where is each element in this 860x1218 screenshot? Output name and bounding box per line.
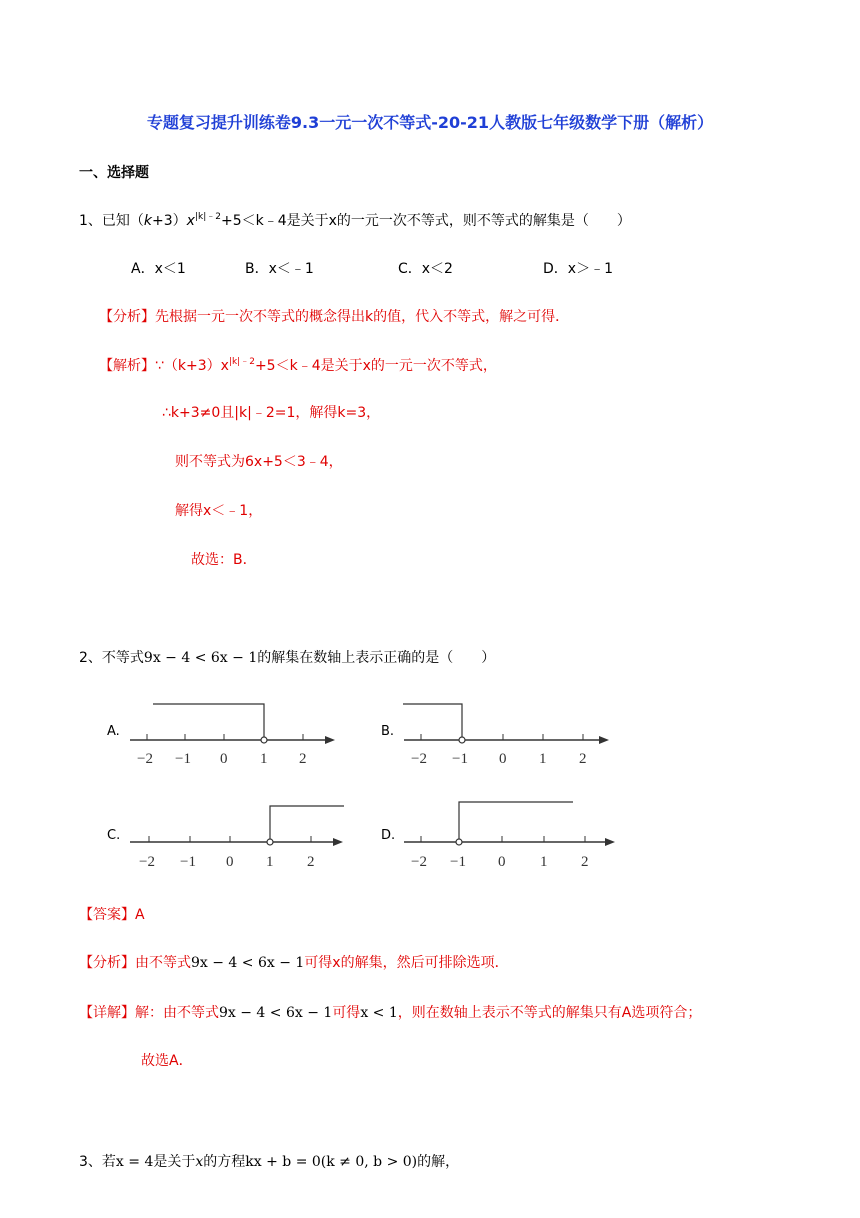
q2-option-b-number-line <box>399 700 614 776</box>
q1-option-a: A．x＜1 <box>131 261 186 277</box>
tick-label: −2 <box>411 751 427 767</box>
tick-label: −1 <box>175 751 191 767</box>
tick-label: −1 <box>180 854 196 870</box>
q2-option-d-number-line <box>399 800 621 876</box>
tick-label: 1 <box>266 854 274 870</box>
q1-solution-line3: 则不等式为6x+5＜3﹣4， <box>175 454 343 470</box>
q1-solution-line5: 故选：B． <box>191 552 257 568</box>
q2-option-d-label: D. <box>381 828 396 843</box>
q2-option-c-label: C. <box>107 828 121 843</box>
tick-label: 2 <box>579 751 587 767</box>
tick-label: −2 <box>137 751 153 767</box>
q2-option-c-number-line <box>125 802 350 878</box>
tick-label: 2 <box>581 854 589 870</box>
tick-label: 0 <box>226 854 234 870</box>
tick-label: 1 <box>540 854 548 870</box>
q2-option-b-label: B. <box>381 724 395 739</box>
q2-answer: 【答案】A <box>79 907 145 923</box>
q1-stem: 1、已知$(k+3)x^{|k|﹣2}+5<k﹣4$是关于x的一元一次不等式，则不等式的解集是（ ） <box>79 212 631 229</box>
tick-label: 1 <box>539 751 547 767</box>
q2-option-a-label: A. <box>107 724 120 739</box>
section-heading: 一、选择题 <box>79 165 149 181</box>
q3-stem: 3、若x = 4是关于x的方程kx + b = 0(k ≠ 0, b > 0)的解， <box>79 1154 460 1170</box>
q1-solution-line4: 解得x＜﹣1， <box>175 503 263 519</box>
document-title: 专题复习提升训练卷9.3一元一次不等式-20-21人教版七年级数学下册（解析） <box>146 113 714 132</box>
tick-label: −1 <box>452 751 468 767</box>
tick-label: −1 <box>450 854 466 870</box>
q2-conclusion: 故选A． <box>141 1053 193 1069</box>
q1-option-d: D．x＞﹣1 <box>543 261 613 277</box>
tick-label: −2 <box>411 854 427 870</box>
q2-stem: 2、不等式9x − 4 < 6x − 1的解集在数轴上表示正确的是（ ） <box>79 650 496 666</box>
q1-option-c: C．x＜2 <box>398 261 453 277</box>
tick-label: −2 <box>139 854 155 870</box>
tick-label: 1 <box>260 751 268 767</box>
q1-solution: 【解析】$\because(k+3)x^{|k|﹣2}+5<k﹣4$是关于x的一元一次不等式， <box>99 357 497 374</box>
tick-label: 2 <box>307 854 315 870</box>
q1-solution-line2: ∴k+3≠0且|k|﹣2=1，解得k=3， <box>162 405 381 421</box>
q1-option-b: B．x＜﹣1 <box>245 261 314 277</box>
q2-option-a-number-line <box>125 700 340 776</box>
tick-label: 0 <box>220 751 228 767</box>
q2-detail: 【详解】解：由不等式9x − 4 < 6x − 1可得x < 1，则在数轴上表示不等式的解集只有A选项符合； <box>79 1005 702 1021</box>
tick-label: 0 <box>498 854 506 870</box>
q2-analysis: 【分析】由不等式9x − 4 < 6x − 1可得x的解集，然后可排除选项． <box>79 955 509 971</box>
q1-analysis: 【分析】先根据一元一次不等式的概念得出k的值，代入不等式，解之可得． <box>99 309 570 325</box>
tick-label: 2 <box>299 751 307 767</box>
tick-label: 0 <box>499 751 507 767</box>
